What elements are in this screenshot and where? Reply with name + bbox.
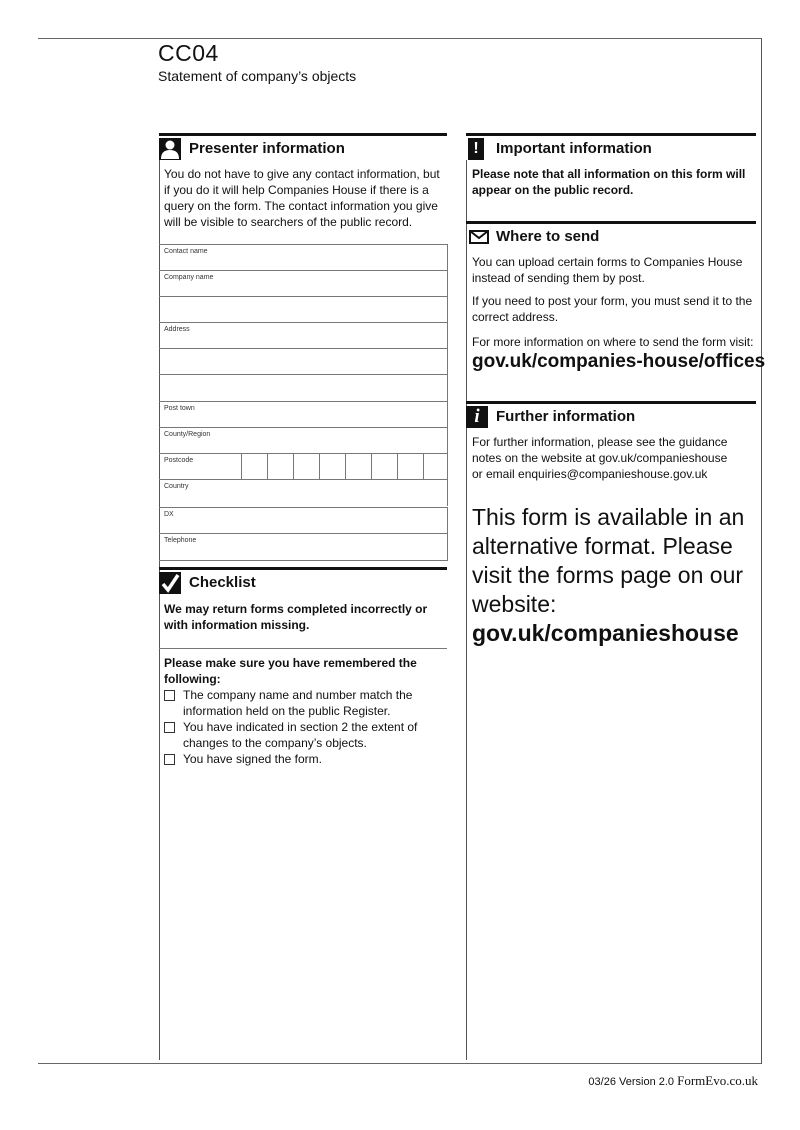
dx-field[interactable]: [159, 507, 448, 534]
companieshouse-link[interactable]: gov.uk/companieshouse: [472, 620, 739, 646]
checklist-prompt: Please make sure you have remembered the following:: [164, 656, 417, 686]
company-name-field-line2[interactable]: [159, 296, 448, 323]
info-icon: i: [466, 406, 488, 428]
offices-link[interactable]: gov.uk/companies-house/offices: [472, 351, 766, 372]
checklist-warning: We may return forms completed incorrectly or with information missing.: [164, 602, 428, 632]
postcode-box[interactable]: [345, 454, 368, 480]
important-section-header: [466, 133, 756, 160]
post-town-field[interactable]: [159, 401, 448, 428]
checkbox[interactable]: [164, 754, 175, 765]
presenter-section-header: [159, 133, 447, 160]
postcode-box[interactable]: [397, 454, 420, 480]
important-heading: Important information: [496, 140, 652, 157]
checklist-section-header: [159, 567, 447, 594]
alternative-format-text: This form is available in an alternative format. Please visit the forms page on our website:: [472, 504, 745, 617]
telephone-label: Telephone: [164, 537, 197, 544]
postcode-box[interactable]: [423, 454, 446, 480]
postcode-field[interactable]: [159, 453, 448, 480]
further-line-1: For further information, please see the guidance: [472, 435, 728, 449]
address-field[interactable]: [159, 322, 448, 349]
checkbox[interactable]: [164, 690, 175, 701]
postcode-box[interactable]: [293, 454, 316, 480]
address-label: Address: [164, 326, 190, 333]
postcode-box[interactable]: [371, 454, 394, 480]
checkbox[interactable]: [164, 722, 175, 733]
telephone-field[interactable]: [159, 533, 448, 561]
checklist-divider: [159, 648, 447, 649]
alternative-format-note: [472, 503, 772, 648]
footer: [588, 1073, 758, 1089]
contact-name-field[interactable]: [159, 244, 448, 271]
county-label: County/Region: [164, 431, 211, 438]
send-heading: Where to send: [496, 228, 600, 245]
send-section-header: [466, 221, 756, 248]
country-field[interactable]: [159, 479, 448, 506]
post-town-label: Post town: [164, 405, 195, 412]
address-field-line3[interactable]: [159, 374, 448, 401]
bottom-rule: [38, 1063, 762, 1064]
further-line-2: notes on the website at gov.uk/companieshouse: [472, 451, 728, 465]
postcode-label: Postcode: [164, 457, 194, 464]
exclamation-icon: !: [468, 138, 484, 160]
contact-name-label: Contact name: [164, 248, 208, 255]
company-name-field[interactable]: [159, 270, 448, 297]
further-line-3: or email enquiries@companieshouse.gov.uk: [472, 467, 708, 481]
address-field-line2[interactable]: [159, 348, 448, 375]
postcode-box[interactable]: [319, 454, 342, 480]
further-heading: Further information: [496, 408, 636, 425]
right-column-line: [466, 160, 467, 1060]
dx-label: DX: [164, 511, 174, 518]
checklist-item-text: You have signed the form.: [183, 752, 322, 766]
checklist-heading: Checklist: [189, 574, 256, 591]
checklist-item-text: You have indicated in section 2 the extent of changes to the company’s objects.: [183, 720, 418, 750]
county-field[interactable]: [159, 427, 448, 454]
send-paragraph-3: For more information on where to send the form visit:: [472, 335, 754, 349]
presenter-intro: You do not have to give any contact information, but if you do it will help Companies House if there is a query on the form. The contact information you give will be visible to searchers of the public record.: [164, 167, 440, 229]
brand-text: FormEvo.co.uk: [677, 1073, 758, 1088]
envelope-icon: [468, 226, 490, 248]
company-name-label: Company name: [164, 274, 214, 281]
further-section-header: [466, 401, 756, 428]
send-paragraph-1: You can upload certain forms to Companies House instead of sending them by post.: [472, 255, 743, 285]
top-rule: [38, 38, 762, 39]
send-paragraph-2: If you need to post your form, you must send it to the correct address.: [472, 294, 753, 324]
important-text: Please note that all information on this form will appear on the public record.: [472, 167, 746, 197]
form-title: Statement of company’s objects: [158, 68, 357, 84]
form-code: CC04: [158, 40, 219, 66]
checkmark-icon: [159, 572, 181, 594]
postcode-box[interactable]: [241, 454, 264, 480]
checklist-item-text: The company name and number match the information held on the public Register.: [183, 688, 413, 718]
version-text: 03/26 Version 2.0: [588, 1076, 675, 1088]
presenter-heading: Presenter information: [189, 140, 345, 157]
country-label: Country: [164, 483, 189, 490]
person-icon: [159, 138, 181, 160]
postcode-box[interactable]: [267, 454, 290, 480]
